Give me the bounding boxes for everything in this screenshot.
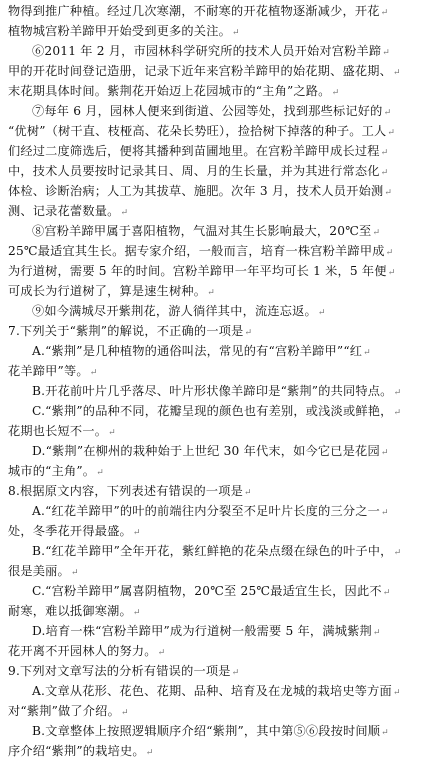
text-line bbox=[8, 201, 437, 221]
paragraph-mark: ↵ bbox=[384, 188, 393, 198]
text-line bbox=[8, 701, 437, 721]
line-text: D.“紫荆”在柳州的栽种始于上世纪 30 年代末，如今它已是花园 bbox=[32, 444, 380, 458]
paragraph-mark: ↵ bbox=[244, 488, 252, 498]
paragraph-mark: ↵ bbox=[132, 528, 141, 538]
line-text: 测、记录花蕾数量。 bbox=[8, 204, 120, 218]
line-text: 处，冬季花开得最盛。 bbox=[8, 524, 132, 538]
paragraph-mark: ↵ bbox=[372, 628, 381, 638]
text-line bbox=[8, 621, 437, 641]
paragraph-mark: ↵ bbox=[381, 728, 389, 738]
line-text: 很是美丽。 bbox=[8, 564, 70, 578]
line-text: 甲的开花时间登记造册，记录下近年来宫粉羊蹄甲的始花期、盛花期、 bbox=[8, 64, 393, 78]
text-line bbox=[8, 181, 437, 201]
text-line bbox=[8, 461, 437, 481]
text-line bbox=[8, 641, 437, 661]
paragraph-mark: ↵ bbox=[108, 428, 116, 438]
line-text: B.文章整体上按照逻辑顺序介绍“紫荆”，其中第⑤⑥段按时间顺 bbox=[32, 724, 381, 738]
text-line bbox=[8, 101, 437, 121]
paragraph-mark: ↵ bbox=[392, 688, 401, 698]
text-line bbox=[8, 61, 437, 81]
paragraph-mark: ↵ bbox=[383, 108, 392, 118]
line-text: 中，技术人员要按时记录其日、周、月的生长量，并为其进行常态化 bbox=[8, 164, 380, 178]
line-text: C.“宫粉羊蹄甲”属喜阴植物，20℃至 25℃最适宜生长，因此不 bbox=[32, 584, 382, 598]
paragraph-mark: ↵ bbox=[145, 748, 154, 758]
text-line bbox=[8, 561, 437, 581]
line-text: 可成长为行道树了，算是速生树种。 bbox=[8, 284, 207, 298]
text-line bbox=[8, 341, 437, 361]
paragraph-mark: ↵ bbox=[231, 668, 240, 678]
paragraph-mark: ↵ bbox=[231, 28, 240, 38]
line-text: “优树”（树干直、枝桠高、花朵长势旺），捡拾树下掉落的种子。工人 bbox=[8, 124, 387, 138]
paragraph-mark: ↵ bbox=[244, 328, 253, 338]
text-line bbox=[8, 441, 437, 461]
text-line bbox=[8, 321, 437, 341]
text-line bbox=[8, 121, 437, 141]
line-text: 耐寒，难以抵御寒潮。 bbox=[8, 604, 132, 618]
paragraph-mark: ↵ bbox=[382, 588, 391, 598]
line-text: 序介绍“紫荆”的栽培史。 bbox=[8, 744, 145, 758]
text-line bbox=[8, 481, 437, 501]
line-text: D.培育一株“宫粉羊蹄甲”成为行道树一般需要 5 年，满城紫荆 bbox=[32, 624, 372, 638]
paragraph-mark: ↵ bbox=[96, 468, 104, 478]
text-line bbox=[8, 1, 437, 21]
paragraph-mark: ↵ bbox=[317, 308, 326, 318]
text-line bbox=[8, 721, 437, 741]
line-text: 8.根据原文内容，下列表述有错误的一项是 bbox=[8, 484, 244, 498]
line-text: 末花期具体时间。紫荆花开始迈上花园城市的“主角”之路。 bbox=[8, 84, 331, 98]
line-text: A.“紫荆”是几种植物的通俗叫法，常见的有“宫粉羊蹄甲”“红 bbox=[32, 344, 363, 358]
text-line bbox=[8, 541, 437, 561]
text-line bbox=[8, 241, 437, 261]
paragraph-mark: ↵ bbox=[393, 388, 402, 398]
line-text: 9.下列对文章写法的分析有错误的一项是 bbox=[8, 664, 231, 678]
line-text: ⑦每年 6 月，园林人便来到街道、公园等处，找到那些标记好的 bbox=[32, 104, 383, 118]
text-line bbox=[8, 221, 437, 241]
line-text: 花羊蹄甲”等。 bbox=[8, 364, 89, 378]
paragraph-mark: ↵ bbox=[385, 248, 394, 258]
paragraph-mark: ↵ bbox=[120, 208, 129, 218]
text-line bbox=[8, 81, 437, 101]
line-text: 物得到推广种植。经过几次寒潮，不耐寒的开花植物逐渐减少，开花 bbox=[8, 4, 380, 18]
paragraph-mark: ↵ bbox=[387, 128, 396, 138]
text-line bbox=[8, 741, 437, 761]
paragraph-mark: ↵ bbox=[381, 508, 389, 518]
paragraph-mark: ↵ bbox=[380, 148, 389, 158]
paragraph-mark: ↵ bbox=[382, 48, 391, 58]
text-line bbox=[8, 501, 437, 521]
line-text: 花开离不开园林人的努力。 bbox=[8, 644, 157, 658]
paragraph-mark: ↵ bbox=[363, 348, 371, 358]
line-text: ⑧宫粉羊蹄甲属于喜阳植物，气温对其生长影响最大，20℃至 bbox=[32, 224, 372, 238]
text-line bbox=[8, 521, 437, 541]
paragraph-mark: ↵ bbox=[331, 88, 340, 98]
line-text: 对“紫荆”做了介绍。 bbox=[8, 704, 120, 718]
paragraph-mark: ↵ bbox=[372, 228, 381, 238]
text-line bbox=[8, 261, 437, 281]
line-text: 们经过二度筛选后，便将其播种到苗圃地里。在宫粉羊蹄甲成长过程 bbox=[8, 144, 380, 158]
paragraph-mark: ↵ bbox=[120, 708, 129, 718]
paragraph-mark: ↵ bbox=[132, 608, 141, 618]
text-line bbox=[8, 381, 437, 401]
paragraph-mark: ↵ bbox=[380, 8, 389, 18]
paragraph-mark: ↵ bbox=[380, 448, 389, 458]
line-text: ⑨如今满城尽开紫荆花，游人徜徉其中，流连忘返。 bbox=[32, 304, 317, 318]
text-line bbox=[8, 161, 437, 181]
paragraph-mark: ↵ bbox=[157, 648, 166, 658]
text-line bbox=[8, 421, 437, 441]
text-line bbox=[8, 281, 437, 301]
text-line bbox=[8, 401, 437, 421]
line-text: B.“红花羊蹄甲”全年开花，紫红鲜艳的花朵点缀在绿色的叶子中， bbox=[32, 544, 393, 558]
line-text: B.开花前叶片几乎落尽、叶片形状像羊蹄印是“紫荆”的共同特点。 bbox=[32, 384, 393, 398]
text-line bbox=[8, 141, 437, 161]
text-line bbox=[8, 21, 437, 41]
paragraph-mark: ↵ bbox=[70, 568, 79, 578]
text-line bbox=[8, 361, 437, 381]
paragraph-mark: ↵ bbox=[393, 408, 402, 418]
text-line bbox=[8, 681, 437, 701]
text-line bbox=[8, 41, 437, 61]
text-line bbox=[8, 301, 437, 321]
paragraph-mark: ↵ bbox=[387, 268, 396, 278]
line-text: ⑥2011 年 2 月，市园林科学研究所的技术人员开始对宫粉羊蹄 bbox=[32, 44, 382, 58]
paragraph-mark: ↵ bbox=[380, 168, 389, 178]
text-line bbox=[8, 581, 437, 601]
line-text: 体检、诊断治病；人工为其拔草、施肥。次年 3 月，技术人员开始测 bbox=[8, 184, 384, 198]
text-line bbox=[8, 661, 437, 681]
text-line bbox=[8, 601, 437, 621]
paragraph-mark: ↵ bbox=[207, 288, 215, 298]
line-text: 花期也长短不一。 bbox=[8, 424, 108, 438]
line-text: 25℃最适宜其生长。据专家介绍，一般而言，培育一株宫粉羊蹄甲成 bbox=[8, 244, 385, 258]
paragraph-mark: ↵ bbox=[393, 548, 402, 558]
line-text: 城市的“主角”。 bbox=[8, 464, 96, 478]
line-text: A.“红花羊蹄甲”的叶的前端往内分裂至不足叶片长度的三分之一 bbox=[32, 504, 381, 518]
line-text: C.“紫荆”的品种不同，花瓣呈现的颜色也有差别，或浅淡或鲜艳， bbox=[32, 404, 393, 418]
line-text: 植物城宫粉羊蹄甲开始受到更多的关注。 bbox=[8, 24, 231, 38]
paragraph-mark: ↵ bbox=[89, 368, 98, 378]
line-text: A.文章从花形、花色、花期、品种、培育及在龙城的栽培史等方面 bbox=[32, 684, 392, 698]
line-text: 7.下列关于“紫荆”的解说，不正确的一项是 bbox=[8, 324, 244, 338]
paragraph-mark: ↵ bbox=[393, 68, 401, 78]
line-text: 为行道树，需要 5 年的时间。宫粉羊蹄甲一年平均可长 1 米，5 年便 bbox=[8, 264, 387, 278]
